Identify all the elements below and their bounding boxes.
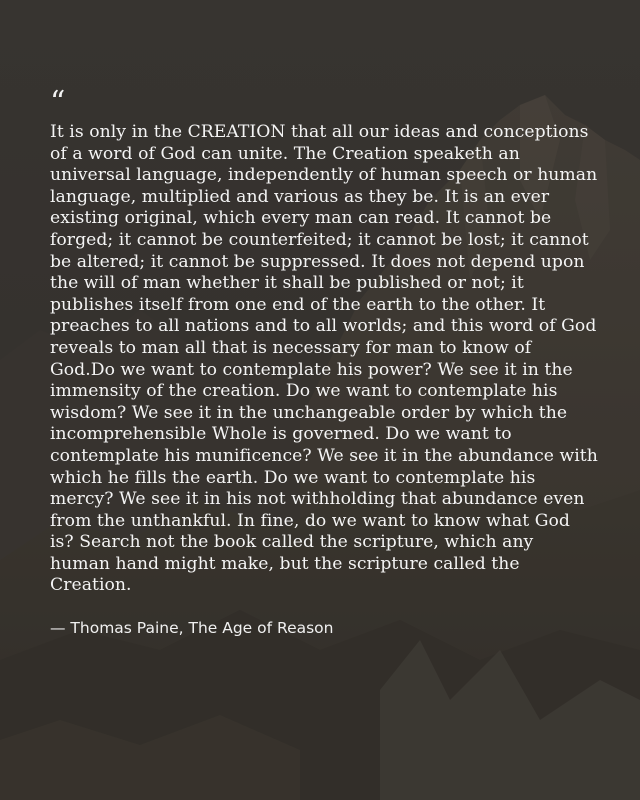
- quote-text: It is only in the CREATION that all our ideas and conceptions of a word of God can unite. The Creation speaketh an universal language, independently of human speech or human language, multiplied and various as they be. It is an ever existing original, which every man can read. It cannot be forged; it cannot be counterfeited; it cannot be lost; it cannot be altered; it cannot be suppressed. It does not depend upon the will of man whether it shall be published or not; it publishes itself from one end of the earth to the other. It preaches to all nations and to all worlds; and this word of God reveals to man all that is necessary for man to know of God.Do we want to contemplate his power? We see it in the immensity of the creation. Do we want to contemplate his wisdom? We see it in the unchangeable order by which the incomprehensible Whole is governed. Do we want to contemplate his munificence? We see it in the abundance with which he fills the earth. Do we want to contemplate his mercy? We see it in his not withholding that abundance even from the unthankful. In fine, do we want to know what God is? Search not the book called the scripture, which any human hand might make, but the scripture called the Creation.: [50, 122, 598, 596]
- quote-mark-icon: “: [50, 85, 66, 120]
- quote-attribution: — Thomas Paine, The Age of Reason: [50, 619, 334, 638]
- quote-card: [50, 85, 598, 638]
